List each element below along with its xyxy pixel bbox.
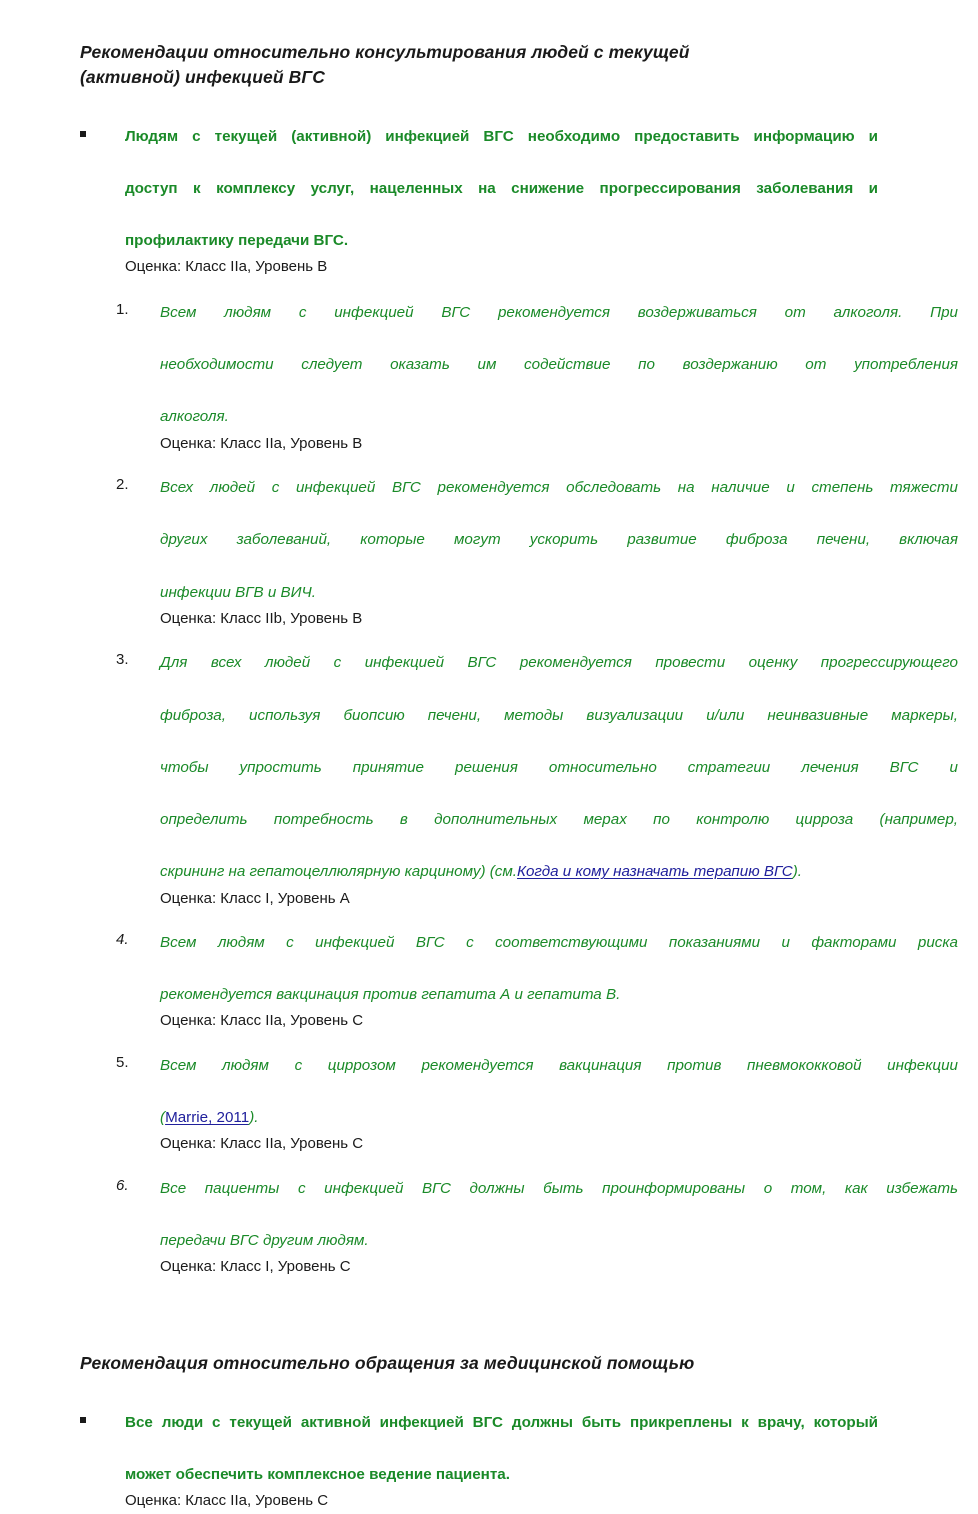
grade-label: Оценка: Класс IIa, Уровень B xyxy=(125,258,328,276)
list-item-number: 3. xyxy=(116,651,129,669)
grade-label: Оценка: Класс IIa, Уровень C xyxy=(125,1492,329,1510)
medical-care-recommendation-bullet xyxy=(80,1410,878,1514)
list-item-text xyxy=(160,475,958,606)
text-line: определить потребность в дополнительных мерах по контролю цирроза (например, xyxy=(160,811,958,829)
text-line: передачи ВГС другим людям. xyxy=(160,1232,369,1250)
text-line: алкоголя. xyxy=(160,408,229,426)
citation-close-paren: ). xyxy=(249,1109,259,1127)
text-line: фиброза, используя биопсию печени, методы визуализации и/или неинвазивные маркеры, xyxy=(160,706,958,724)
list-item xyxy=(80,650,958,911)
list-item xyxy=(80,300,958,456)
section-counselling xyxy=(80,40,958,1280)
list-item-number: 2. xyxy=(116,476,129,494)
list-item xyxy=(80,475,958,631)
bullet-line: доступ к комплексу услуг, нацеленных на снижение прогрессирования заболевания и xyxy=(125,179,878,197)
text-line: Всех людей с инфекцией ВГС рекомендуется обследовать на наличие и степень тяжести xyxy=(160,479,958,497)
list-item xyxy=(80,1176,958,1280)
citation-link[interactable]: Marrie, 2011 xyxy=(165,1109,250,1127)
bullet-line: Людям с текущей (активной) инфекцией ВГС необходимо предоставить информацию и xyxy=(125,127,878,145)
text-line: инфекции ВГВ и ВИЧ. xyxy=(160,583,316,601)
text-line: чтобы упростить принятие решения относительно стратегии лечения ВГС и xyxy=(160,758,958,776)
spacer xyxy=(80,1299,878,1351)
spacer xyxy=(80,90,878,124)
bullet-line: профилактику передачи ВГС. xyxy=(125,232,349,250)
grade-label: Оценка: Класс IIa, Уровень C xyxy=(160,1135,364,1153)
text-line: необходимости следует оказать им содействие по воздержанию от употребления xyxy=(160,356,958,374)
section-medical-care xyxy=(80,1351,878,1514)
square-bullet-icon xyxy=(80,1417,86,1423)
page-title-line-1: Рекомендации относительно консультирования людей с текущей xyxy=(80,42,690,62)
list-item-number: 5. xyxy=(116,1053,129,1071)
bullet-line: Все люди с текущей активной инфекцией ВГС должны быть прикреплены к врачу, который xyxy=(125,1413,878,1431)
sub-recommendation-list xyxy=(80,300,958,1280)
page-title xyxy=(80,40,852,90)
grade-label: Оценка: Класс IIb, Уровень B xyxy=(160,609,363,627)
square-bullet-icon xyxy=(80,131,86,137)
text-line-prefix: скрининг на гепатоцеллюлярную карциному) (см. xyxy=(160,863,518,881)
text-line: рекомендуется вакцинация против гепатита А и гепатита В. xyxy=(160,986,621,1004)
text-line: Всем людям с циррозом рекомендуется вакцинация против пневмококковой инфекции xyxy=(160,1056,958,1074)
list-item-text xyxy=(160,650,958,885)
text-line: других заболеваний, которые могут ускорить развитие фиброза печени, включая xyxy=(160,531,958,549)
primary-recommendation-bullet xyxy=(80,124,878,280)
grade-label: Оценка: Класс I, Уровень A xyxy=(160,889,350,907)
section-title xyxy=(80,1351,852,1376)
grade-label: Оценка: Класс IIa, Уровень C xyxy=(160,1012,364,1030)
text-line: Для всех людей с инфекцией ВГС рекомендуется провести оценку прогрессирующего xyxy=(160,654,958,672)
spacer xyxy=(80,280,878,300)
text-line: Всем людям с инфекцией ВГС с соответствующими показаниями и факторами риска xyxy=(160,934,958,952)
list-item-number: 6. xyxy=(116,1176,129,1194)
medical-care-recommendation-text xyxy=(125,1410,878,1488)
list-item-text xyxy=(160,1176,958,1254)
text-line-with-link xyxy=(160,859,958,885)
list-item-text xyxy=(160,300,958,431)
section-title-line-1: Рекомендация относительно обращения за медицинской помощью xyxy=(80,1352,695,1373)
grade-label: Оценка: Класс I, Уровень C xyxy=(160,1258,351,1276)
list-item-number: 1. xyxy=(116,300,129,318)
citation-line xyxy=(160,1105,958,1131)
page-title-line-2: (активной) инфекцией ВГС xyxy=(80,66,325,87)
bullet-line: может обеспечить комплексное ведение пациента. xyxy=(125,1465,510,1483)
text-line: Все пациенты с инфекцией ВГС должны быть проинформированы о том, как избежать xyxy=(160,1179,958,1197)
list-item xyxy=(80,930,958,1034)
text-line-suffix: ). xyxy=(792,863,803,881)
list-item xyxy=(80,1053,958,1157)
spacer xyxy=(80,1376,878,1410)
grade-label: Оценка: Класс IIa, Уровень B xyxy=(160,434,363,452)
text-line: Всем людям с инфекцией ВГС рекомендуется воздерживаться от алкоголя. При xyxy=(160,303,958,321)
cross-reference-link[interactable]: Когда и кому назначать терапию ВГС xyxy=(517,863,793,881)
list-item-number: 4. xyxy=(116,931,129,949)
primary-recommendation-text xyxy=(125,124,878,255)
list-item-text xyxy=(160,930,958,1008)
list-item-text xyxy=(160,1053,958,1131)
citation-open-paren: ( xyxy=(160,1109,166,1127)
